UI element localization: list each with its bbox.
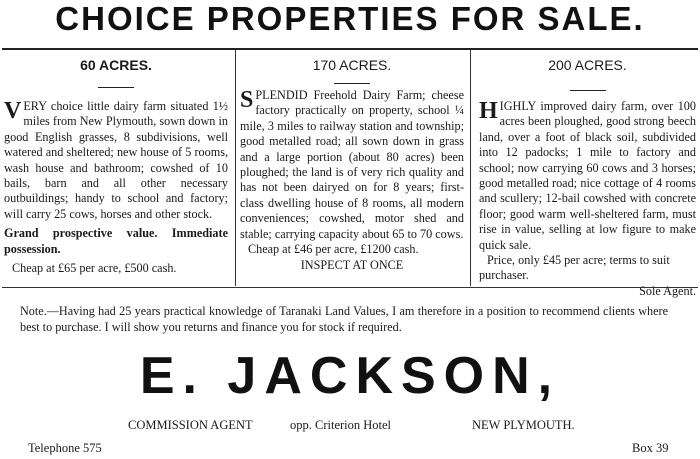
agent-role: COMMISSION AGENT: [128, 418, 253, 432]
inspect-notice: INSPECT AT ONCE: [300, 258, 404, 273]
middle-rule: [2, 287, 698, 288]
agent-details-row: [0, 416, 700, 434]
drop-cap: S: [240, 87, 254, 113]
agent-name: E. JACKSON,: [139, 347, 561, 405]
heading-divider: [334, 83, 370, 84]
sole-agent-label: Sole Agent.: [639, 283, 696, 298]
listing-text: ERY choice little dairy farm situated 1½ miles from New Plymouth, sown down in good English grasses, 8 subdivisions, well watered and sheltered; new house of 5 rooms, wash house and bathroom; cowshed of 10 bails, barn and all other necessary outbuildings; handy to school and factory; will carry 25 cows, horses and other stock.: [4, 99, 228, 221]
listing-heading: 170 ACRES.: [312, 57, 392, 73]
listing-highlight: Grand prospective value. Immediate possession.: [4, 226, 228, 256]
listing-price: Price, only £45 per acre; terms to suit purchaser.: [479, 253, 670, 283]
listing-text: PLENDID Freehold Dairy Farm; cheese factory practically on property, school ¼ mile, 3 miles to railway station and township; good metalled road; all sown down in grass and a large portion (about 80 acres) been ploughed; the land is of very rich quality and has not been dairyed on for 8 years; first-class dwelling house of 8 rooms, all modern conveniences; cowshed, motor shed and stable; carrying capacity about 65 to 70 cows.: [240, 88, 464, 241]
heading-divider: [98, 87, 134, 88]
heading-divider: [570, 90, 606, 91]
contact-row: [0, 439, 700, 457]
agent-town: NEW PLYMOUTH.: [472, 418, 575, 432]
listing-price: Cheap at £46 per acre, £1200 cash.: [248, 242, 419, 257]
listing-description: [4, 99, 228, 222]
listing-text: IGHLY improved dairy farm, over 100 acres been ploughed, good strong beech land, over a foot of black soil, subdivided into 12 padocks; 1 mile to factory and school; now carrying 60 cows and 3 horses; good metalled road; nice cottage of 4 rooms and scullery; 12-bail cowshed with concrete floor; good warm well-sheltered farm, must rise in value, selling at low figure to make quick sale.: [479, 99, 696, 252]
drop-cap: H: [479, 98, 498, 124]
listing-description: [479, 99, 696, 253]
listing-heading: 60 ACRES.: [80, 57, 152, 73]
listing-description: [240, 88, 464, 242]
agent-location: opp. Criterion Hotel: [290, 418, 392, 432]
listing-200-acres: [470, 50, 698, 298]
listing-170-acres: [235, 50, 467, 286]
telephone-number: Telephone 575: [28, 441, 102, 455]
drop-cap: V: [4, 98, 22, 124]
advert-headline: CHOICE PROPERTIES FOR SALE.: [55, 0, 645, 37]
post-box: Box 39: [632, 441, 669, 455]
agent-note: Note.—Having had 25 years practical knowledge of Taranaki Land Values, I am therefore in a position to recommend clients where best to purchase. I will show you returns and finance you for stock if required.: [20, 304, 668, 334]
listing-heading: 200 ACRES.: [548, 57, 627, 73]
listing-price: Cheap at £65 per acre, £500 cash.: [12, 261, 177, 276]
listing-60-acres: [2, 50, 231, 286]
